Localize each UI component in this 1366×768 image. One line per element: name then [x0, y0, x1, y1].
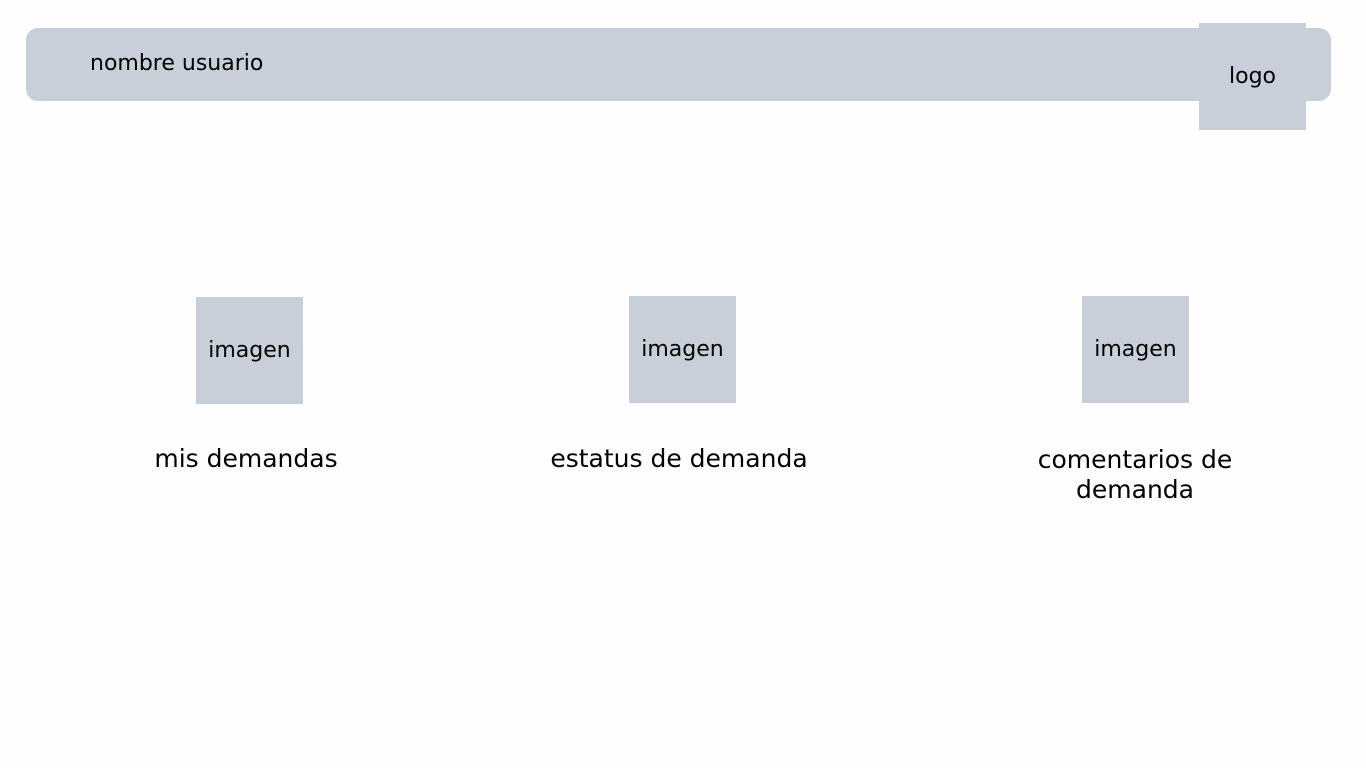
estatus-de-demanda-image[interactable]: [629, 296, 736, 403]
mis-demandas-image[interactable]: [196, 297, 303, 404]
image-placeholder-label: imagen: [1094, 337, 1177, 362]
logo-label: logo: [1229, 64, 1276, 89]
mis-demandas-label[interactable]: mis demandas: [154, 444, 338, 473]
comentarios-de-demanda-image[interactable]: [1082, 296, 1189, 403]
user-name[interactable]: nombre usuario: [90, 51, 264, 76]
comentarios-de-demanda-label[interactable]: comentarios de demanda: [1037, 445, 1233, 504]
image-placeholder-label: imagen: [208, 338, 291, 363]
estatus-de-demanda-label[interactable]: estatus de demanda: [550, 444, 808, 473]
logo[interactable]: [1199, 23, 1306, 130]
image-placeholder-label: imagen: [641, 337, 724, 362]
